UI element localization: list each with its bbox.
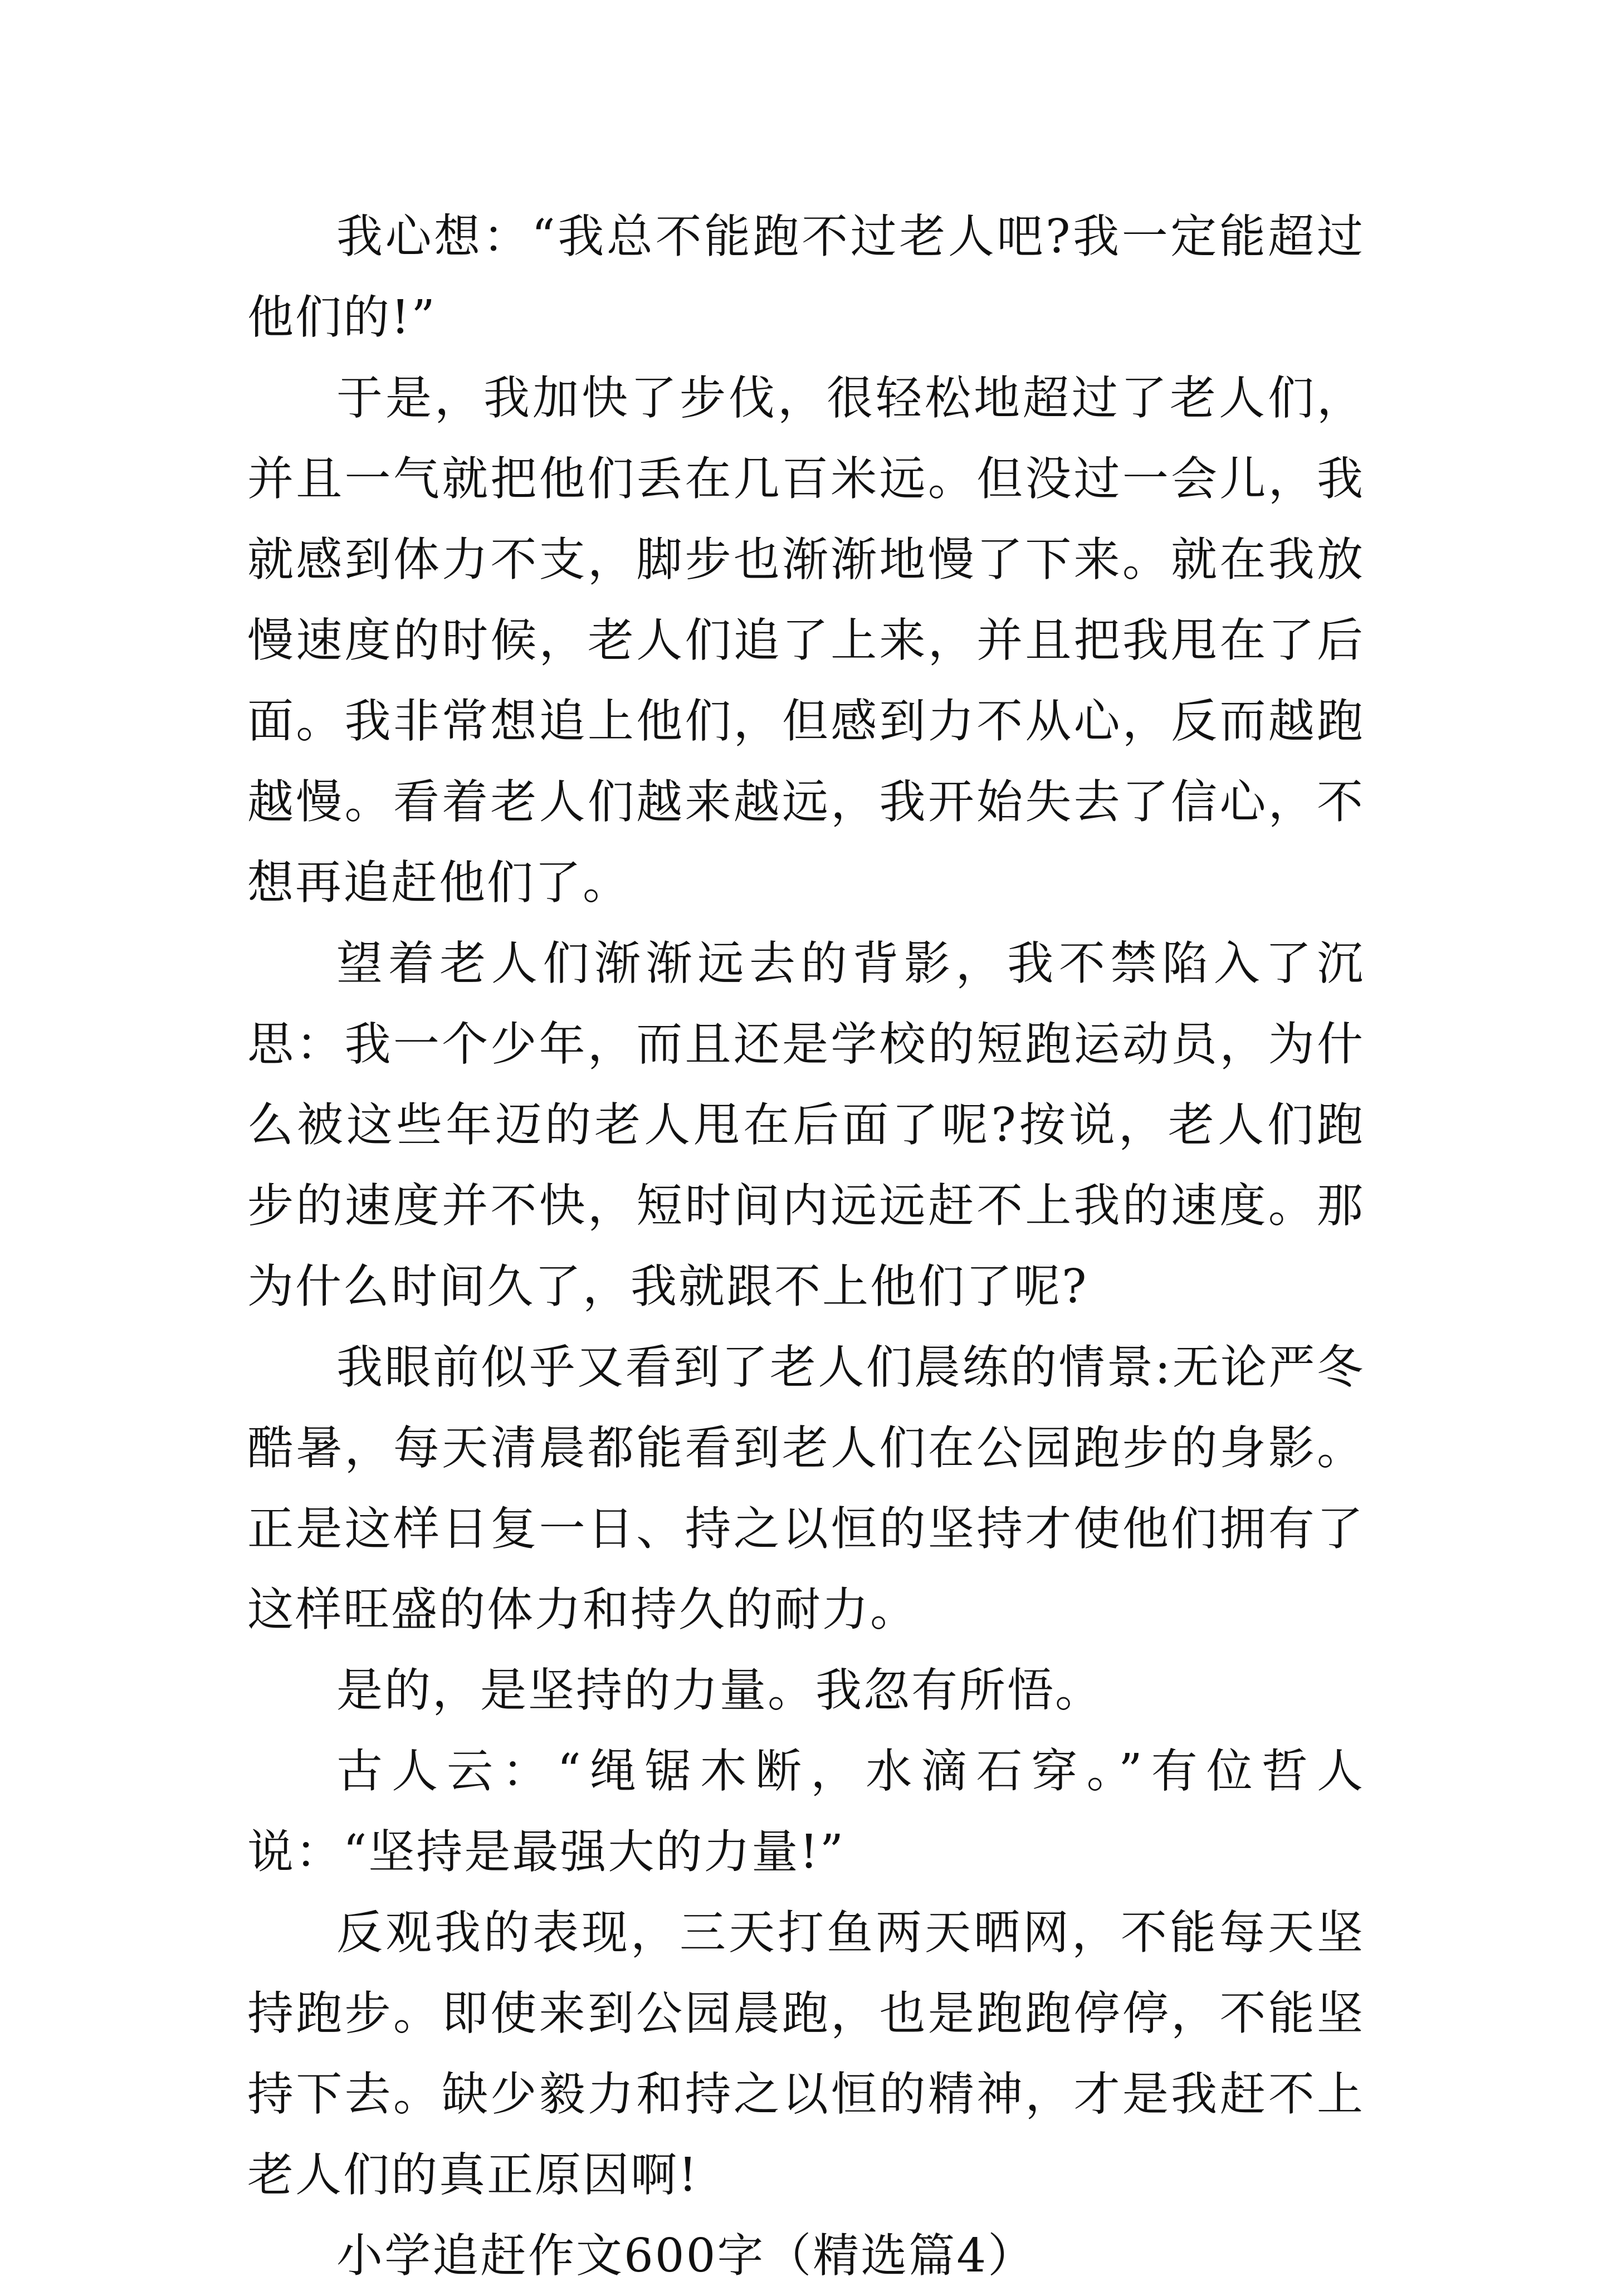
paragraph-4: 我眼前似乎又看到了老人们晨练的情景:无论严冬酷暑，每天清晨都能看到老人们在公园跑步的身影。正是这样日复一日、持之以恒的坚持才使他们拥有了这样旺盛的体力和持久的耐力。 bbox=[247, 1340, 1365, 1636]
paragraph-1: 我心想：“我总不能跑不过老人吧?我一定能超过他们的!” bbox=[247, 209, 1365, 344]
paragraph-2: 于是，我加快了步伐，很轻松地超过了老人们，并且一气就把他们丢在几百米远。但没过一会儿，我就感到体力不支，脚步也渐渐地慢了下来。就在我放慢速度的时候，老人们追了上来，并且把我甩在了后面。我非常想追上他们，但感到力不从心，反而越跑越慢。看着老人们越来越远，我开始失去了信心，不想再追赶他们了。 bbox=[247, 371, 1365, 910]
paragraph-7: 反观我的表现，三天打鱼两天晒网，不能每天坚持跑步。即使来到公园晨跑，也是跑跑停停，不能坚持下去。缺少毅力和持之以恒的精神，才是我赶不上老人们的真正原因啊! bbox=[247, 1906, 1365, 2202]
paragraph-6: 古人云：“绳锯木断，水滴石穿。”有位哲人说：“坚持是最强大的力量!” bbox=[247, 1744, 1365, 1879]
paragraph-3: 望着老人们渐渐远去的背影，我不禁陷入了沉思：我一个少年，而且还是学校的短跑运动员，为什么被这些年迈的老人甩在后面了呢?按说，老人们跑步的速度并不快，短时间内远远赶不上我的速度。那为什么时间久了，我就跟不上他们了呢? bbox=[247, 936, 1365, 1313]
document-body bbox=[247, 196, 1365, 2296]
section-heading: 小学追赶作文600字（精选篇4） bbox=[336, 2229, 1036, 2283]
paragraph-5: 是的，是坚持的力量。我忽有所悟。 bbox=[336, 1663, 1103, 1717]
